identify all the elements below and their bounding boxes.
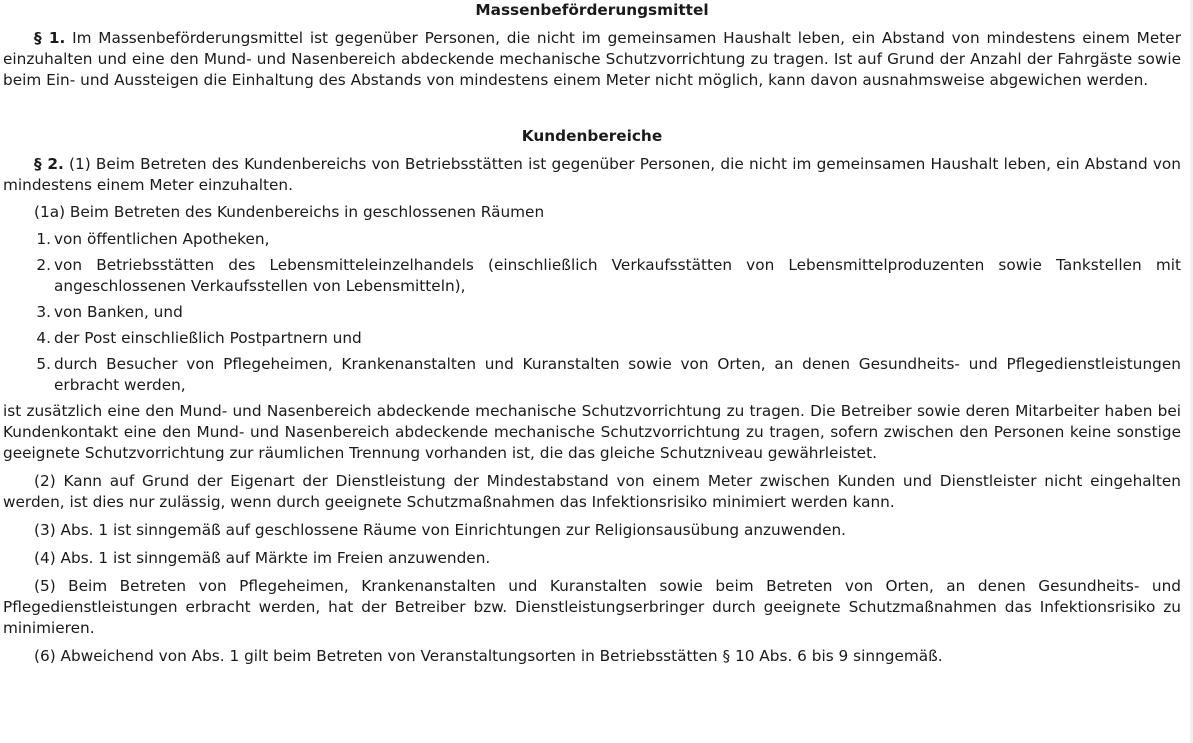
paragraph-abs-2: (2) Kann auf Grund der Eigenart der Dienstleistung der Mindestabstand von einem Meter zwischen Kunden und Dienstleister nicht eingehalten werden, ist dies nur zulässig, wenn durch geeignete Schutzmaßnahmen das Infektionsrisiko minimiert werden kann. bbox=[3, 472, 1181, 511]
list-item bbox=[3, 302, 1181, 323]
abs-1a-intro: (1a) Beim Betreten des Kundenbereichs in geschlossenen Räumen bbox=[34, 203, 545, 221]
document-body bbox=[3, 0, 1181, 667]
paragraph-abs-5: (5) Beim Betreten von Pflegeheimen, Krankenanstalten und Kuranstalten sowie beim Betreten von Orten, an denen Gesundheits- und Pflegedienstleistungen erbracht werden, hat der Betreiber bzw. Dienstleistungserbringer durch geeignete Schutzmaßnahmen das Infektionsrisiko zu minimieren. bbox=[3, 577, 1181, 637]
abs-1a-list bbox=[3, 229, 1181, 396]
section-mark: § 1. bbox=[34, 29, 66, 47]
paragraph-section-2-abs-1 bbox=[3, 154, 1181, 196]
list-item-number: 5. bbox=[36, 355, 51, 373]
paragraph-abs-4: (4) Abs. 1 ist sinngemäß auf Märkte im Freien anzuwenden. bbox=[34, 549, 491, 567]
section-heading-kundenbereiche: Kundenbereiche bbox=[521, 127, 663, 145]
section-mark: § 2. bbox=[34, 155, 64, 173]
list-item-number: 2. bbox=[36, 256, 51, 274]
list-item-number: 3. bbox=[36, 303, 51, 321]
section-1-text: Im Massenbeförderungsmittel ist gegenüber Personen, die nicht im gemeinsamen Haushalt leben, ein Abstand von mindestens einem Meter einzuhalten und eine den Mund- und Nasenbereich abdeckende mechanische Schutzvorrichtung zu tragen. Ist auf Grund der Anzahl der Fahrgäste sowie beim Ein- und Aussteigen die Einhaltung des Abstands von mindestens einem Meter nicht möglich, kann davon ausnahmsweise abgewichen werden. bbox=[3, 29, 1181, 89]
paragraph-section-1 bbox=[3, 28, 1181, 91]
list-item-text: von öffentlichen Apotheken, bbox=[54, 230, 270, 248]
abs-1a-tail: ist zusätzlich eine den Mund- und Nasenbereich abdeckende mechanische Schutzvorrichtung zu tragen. Die Betreiber sowie deren Mitarbeiter haben bei Kundenkontakt eine den Mund- und Nasenbereich abdeckende mechanische Schutzvorrichtung zu tragen, sofern zwischen den Personen keine sonstige geeignete Schutzvorrichtung zur räumlichen Trennung vorhanden ist, die das gleiche Schutzniveau gewährleistet. bbox=[3, 402, 1181, 462]
abs-1-text: (1) Beim Betreten des Kundenbereichs von Betriebsstätten ist gegenüber Personen, die nicht im gemeinsamen Haushalt leben, ein Abstand von mindestens einem Meter einzuhalten. bbox=[3, 155, 1181, 194]
list-item bbox=[3, 354, 1181, 396]
list-item-text: von Betriebsstätten des Lebensmitteleinzelhandels (einschließlich Verkaufsstätten von Lebensmittelproduzenten sowie Tankstellen mit angeschlossenen Verkaufsstellen von Lebensmitteln), bbox=[54, 256, 1181, 295]
paragraph-abs-3: (3) Abs. 1 ist sinngemäß auf geschlossene Räume von Einrichtungen zur Religionsausübung anzuwenden. bbox=[34, 521, 847, 539]
list-item bbox=[3, 229, 1181, 250]
list-item-text: von Banken, und bbox=[54, 303, 183, 321]
paragraph-abs-6: (6) Abweichend von Abs. 1 gilt beim Betreten von Veranstaltungsorten in Betriebsstätten § 10 Abs. 6 bis 9 sinngemäß. bbox=[34, 647, 943, 665]
list-item-number: 1. bbox=[36, 230, 51, 248]
list-item-text: durch Besucher von Pflegeheimen, Krankenanstalten und Kuranstalten sowie von Orten, an denen Gesundheits- und Pflegedienstleistungen erbracht werden, bbox=[54, 355, 1181, 394]
list-item-number: 4. bbox=[36, 329, 51, 347]
section-heading-massenbefoerderungsmittel: Massenbeförderungsmittel bbox=[475, 1, 709, 19]
list-item bbox=[3, 328, 1181, 349]
list-item bbox=[3, 255, 1181, 297]
list-item-text: der Post einschließlich Postpartnern und bbox=[54, 329, 362, 347]
